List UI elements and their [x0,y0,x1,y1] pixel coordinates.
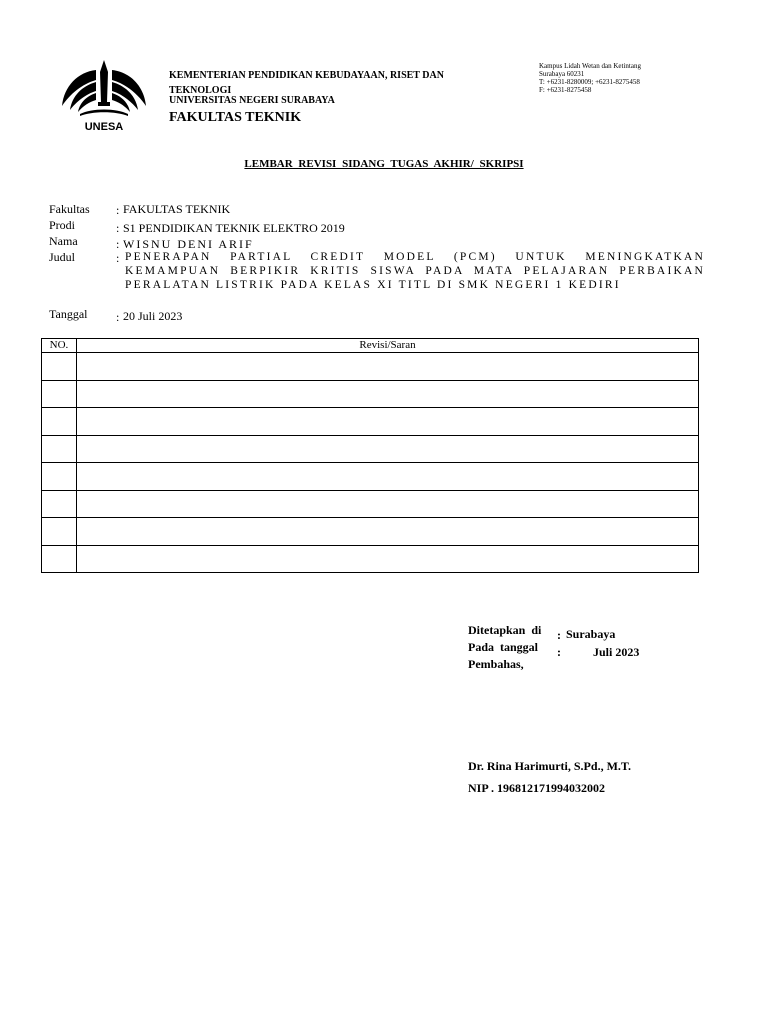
judul-colon: : [116,251,120,265]
column-header-no: NO. [42,339,77,353]
table-row [42,435,699,463]
revisi-cell[interactable] [77,518,699,546]
ministry-name: KEMENTERIAN PENDIDIKAN KEBUDAYAAN, RISET DAN TEKNOLOGI [169,70,444,96]
nama-value: WISNU DENI ARIF [123,237,254,251]
table-row [42,353,699,381]
faculty-name: FAKULTAS TEKNIK [169,110,302,125]
no-cell[interactable] [42,435,77,463]
tanggal-value: 20 Juli 2023 [123,309,183,323]
prodi-colon: : [116,221,120,235]
fakultas-value: FAKULTAS TEKNIK [123,202,231,216]
tanggal-label: Tanggal [49,307,88,321]
phone-line: T: +6231-8280009; +6231-8275458 [539,78,640,86]
pembahas-label: Pembahas, [468,657,524,671]
table-row [42,518,699,546]
no-cell[interactable] [42,545,77,573]
address-line: Kampus Lidah Wetan dan Ketintang [539,62,641,70]
judul-label: Judul [49,250,76,264]
prodi-label: Prodi [49,218,76,232]
pada-tanggal-value: Juli 2023 [593,645,640,659]
tanggal-colon: : [116,310,120,324]
prodi-value: S1 PENDIDIKAN TEKNIK ELEKTRO 2019 [123,221,345,235]
no-cell[interactable] [42,518,77,546]
no-cell[interactable] [42,353,77,381]
revisi-cell[interactable] [77,490,699,518]
table-row [42,490,699,518]
unesa-logo [56,58,152,134]
revisi-cell[interactable] [77,545,699,573]
signer-nip: NIP . 196812171994032002 [468,781,606,795]
revisi-cell[interactable] [77,353,699,381]
table-row [42,380,699,408]
nama-colon: : [116,237,120,251]
no-cell[interactable] [42,463,77,491]
no-cell[interactable] [42,408,77,436]
table-row [42,463,699,491]
revisi-cell[interactable] [77,463,699,491]
unesa-emblem-icon [56,58,152,134]
campus-address [539,62,679,94]
table-row [42,408,699,436]
fakultas-label: Fakultas [49,202,90,216]
university-name: UNIVERSITAS NEGERI SURABAYA [169,95,335,106]
pada-tanggal-colon: : [557,645,561,659]
judul-value: PENERAPAN PARTIAL CREDIT MODEL (PCM) UNTUK MENINGKATKAN KEMAMPUAN BERPIKIR KRITIS SISWA PADA MATA PELAJARAN PERBAIKAN PERALATAN LISTRIK PADA KELAS XI TITL DI SMK NEGERI 1 KEDIRI [125,251,705,291]
column-header-revisi: Revisi/Saran [77,339,699,353]
pada-tanggal-label: Pada tanggal [468,640,539,654]
revisi-cell[interactable] [77,408,699,436]
address-line: Surabaya 60231 [539,70,585,78]
fakultas-colon: : [116,203,120,217]
svg-text:UNESA: UNESA [84,121,124,133]
ditetapkan-value: Surabaya [566,627,616,641]
table-row [42,545,699,573]
revision-table [41,338,699,573]
signer-name: Dr. Rina Harimurti, S.Pd., M.T. [468,759,632,773]
document-title: LEMBAR REVISI SIDANG TUGAS AKHIR/ SKRIPSI [244,158,524,170]
revisi-cell[interactable] [77,435,699,463]
table-header-row [42,339,699,353]
no-cell[interactable] [42,490,77,518]
no-cell[interactable] [42,380,77,408]
ditetapkan-colon: : [557,628,561,642]
revisi-cell[interactable] [77,380,699,408]
ditetapkan-label: Ditetapkan di [468,623,542,637]
fax-line: F: +6231-8275458 [539,86,592,94]
nama-label: Nama [49,234,78,248]
